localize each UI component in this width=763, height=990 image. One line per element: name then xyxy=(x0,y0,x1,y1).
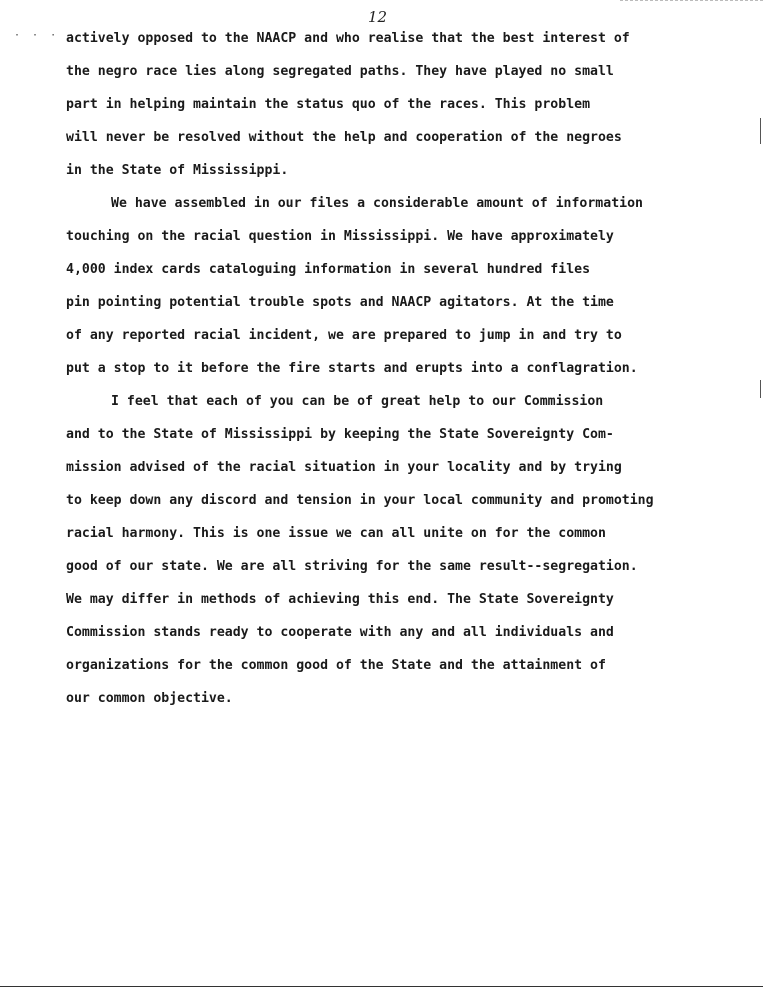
text-line: racial harmony. This is one issue we can all unite on for the common xyxy=(66,526,606,541)
text-line: the negro race lies along segregated paths. They have played no small xyxy=(66,64,614,79)
page-number: 12 xyxy=(368,8,388,26)
margin-marks: · · · · xyxy=(14,30,78,41)
text-line: and to the State of Mississippi by keeping the State Sovereignty Com- xyxy=(66,427,614,442)
top-edge-rule xyxy=(620,0,763,2)
letter-body xyxy=(66,29,756,722)
text-line: of any reported racial incident, we are prepared to jump in and try to xyxy=(66,328,622,343)
text-line: our common objective. xyxy=(66,691,233,706)
text-line: to keep down any discord and tension in your local community and promoting xyxy=(66,493,654,508)
text-line: will never be resolved without the help and cooperation of the negroes xyxy=(66,130,622,145)
text-line: mission advised of the racial situation in your locality and by trying xyxy=(66,460,622,475)
text-line: actively opposed to the NAACP and who realise that the best interest of xyxy=(66,31,630,46)
text-line: organizations for the common good of the State and the attainment of xyxy=(66,658,606,673)
text-line: in the State of Mississippi. xyxy=(66,163,289,178)
margin-scan-mark xyxy=(760,118,761,144)
text-line: part in helping maintain the status quo of the races. This problem xyxy=(66,97,591,112)
text-line: We may differ in methods of achieving this end. The State Sovereignty xyxy=(66,592,614,607)
text-line: put a stop to it before the fire starts and erupts into a conflagration. xyxy=(66,361,638,376)
text-line: Commission stands ready to cooperate with any and all individuals and xyxy=(66,625,614,640)
paragraph-start-line: I feel that each of you can be of great help to our Commission xyxy=(111,394,604,409)
text-line: 4,000 index cards cataloguing information in several hundred files xyxy=(66,262,591,277)
bottom-edge-rule xyxy=(0,986,763,987)
margin-scan-mark xyxy=(760,380,761,398)
text-line: pin pointing potential trouble spots and NAACP agitators. At the time xyxy=(66,295,614,310)
text-line: good of our state. We are all striving for the same result--segregation. xyxy=(66,559,638,574)
text-line: touching on the racial question in Mississippi. We have approximately xyxy=(66,229,614,244)
paragraph-start-line: We have assembled in our files a considerable amount of information xyxy=(111,196,643,211)
